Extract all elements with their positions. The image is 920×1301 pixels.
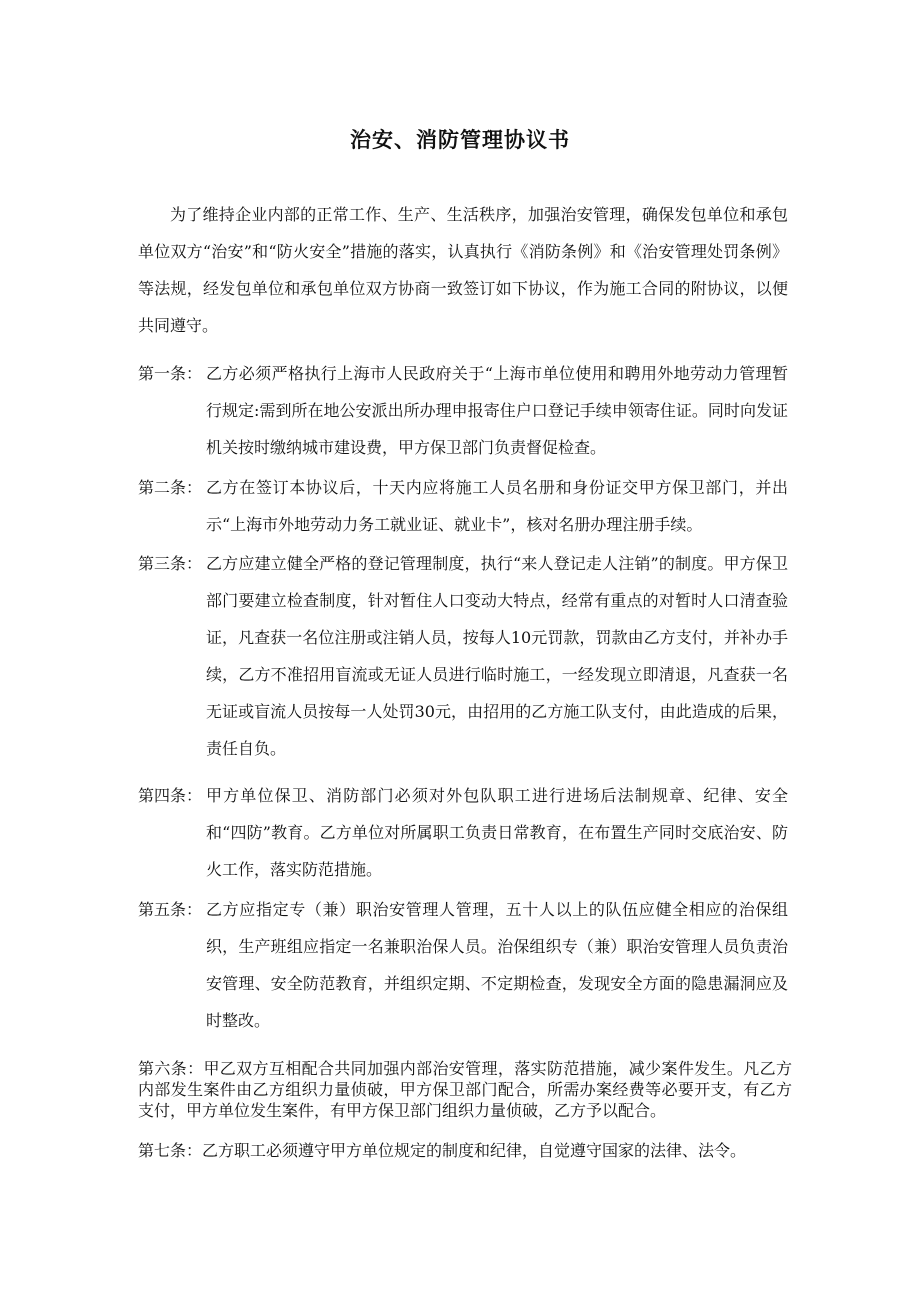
article-1 — [138, 355, 788, 466]
article-3 — [138, 545, 788, 767]
article-number: 第六条： — [138, 1059, 204, 1078]
article-number: 第三条： — [138, 554, 203, 573]
intro-paragraph: 为了维持企业内部的正常工作、生产、生活秩序，加强治安管理，确保发包单位和承包单位双方“治安”和“防火安全”措施的落实，认真执行《消防条例》和《治安管理处罚条例》等法规，经发包单位和承包单位双方协商一致签订如下协议，作为施工合同的附协议，以便共同遵守。 — [138, 205, 788, 335]
article-number: 第五条： — [138, 900, 203, 919]
article-7 — [138, 1140, 798, 1161]
article-2 — [138, 469, 788, 543]
article-text: 乙方应指定专（兼）职治安管理人管理，五十人以上的队伍应健全相应的治保组织，生产班组应指定一名兼职治保人员。治保组织专（兼）职治安管理人员负责治安管理、安全防范教育，并组织定期、不定期检查，发现安全方面的隐患漏洞应及时整改。 — [206, 900, 788, 1030]
article-number: 第四条： — [138, 786, 203, 805]
article-4 — [138, 777, 788, 888]
article-number: 第二条： — [138, 478, 203, 497]
article-6 — [138, 1058, 792, 1121]
article-number: 第七条： — [138, 1141, 203, 1160]
article-5 — [138, 891, 788, 1039]
document-title: 治安、消防管理协议书 — [350, 128, 570, 152]
article-text: 乙方职工必须遵守甲方单位规定的制度和纪律，自觉遵守国家的法律、法令。 — [202, 1141, 747, 1160]
article-text: 甲方单位保卫、消防部门必须对外包队职工进行进场后法制规章、纪律、安全和“四防”教育。乙方单位对所属职工负责日常教育，在布置生产同时交底治安、防火工作，落实防范措施。 — [206, 786, 788, 879]
article-number: 第一条： — [138, 364, 203, 383]
article-text: 甲乙双方互相配合共同加强内部治安管理，落实防范措施，减少案件发生。凡乙方内部发生案件由乙方组织力量侦破，甲方保卫部门配合，所需办案经费等必要开支，有乙方支付，甲方单位发生案件，有甲方保卫部门组织力量侦破，乙方予以配合。 — [138, 1059, 792, 1120]
article-text: 乙方应建立健全严格的登记管理制度，执行“来人登记走人注销”的制度。甲方保卫部门要建立检查制度，针对暂住人口变动大特点，经常有重点的对暂时人口清查验证，凡查获一名位注册或注销人员，按每人10元罚款，罚款由乙方支付，并补办手续，乙方不准招用盲流或无证人员进行临时施工，一经发现立即清退，凡查获一名无证或盲流人员按每一人处罚30元，由招用的乙方施工队支付，由此造成的后果，责任自负。 — [206, 554, 788, 758]
article-text: 乙方在签订本协议后，十天内应将施工人员名册和身份证交甲方保卫部门，并出示“上海市外地劳动力务工就业证、就业卡”，核对名册办理注册手续。 — [206, 478, 788, 534]
article-text: 乙方必须严格执行上海市人民政府关于“上海市单位使用和聘用外地劳动力管理暂行规定:需到所在地公安派出所办理申报寄住户口登记手续申领寄住证。同时向发证机关按时缴纳城市建设费，甲方保卫部门负责督促检查。 — [206, 364, 788, 457]
